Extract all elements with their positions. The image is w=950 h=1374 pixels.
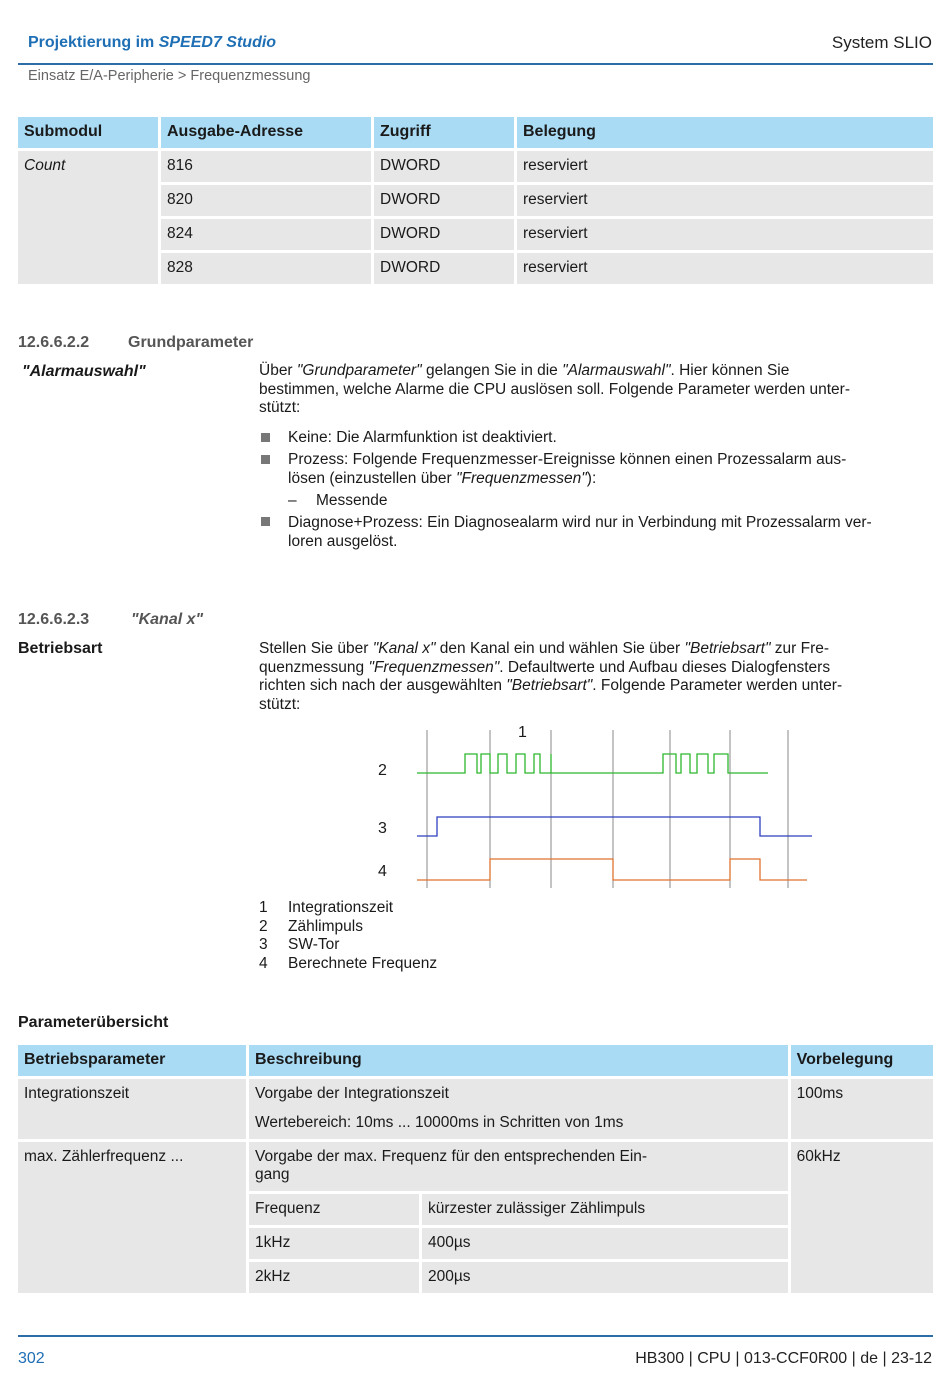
diagram-label-3: 3 [378, 820, 387, 837]
address-cell: 828 [161, 253, 371, 284]
description-cell: Vorgabe der max. Frequenz für den entsprechenden Ein- gang [249, 1142, 788, 1191]
param-cell: max. Zählerfrequenz ... [18, 1142, 246, 1293]
col-header-beschreibung: Beschreibung [249, 1045, 788, 1076]
bullet-item-keine: Keine: Die Alarmfunktion ist deaktiviert. [288, 429, 557, 446]
col-header-belegung: Belegung [517, 117, 933, 148]
bullet-item-prozess: Prozess: Folgende Frequenzmesser-Ereignisse können einen Prozessalarm aus- lösen (einzustellen über "Frequenzmessen"): [288, 451, 847, 487]
alarm-intro-paragraph: Über "Grundparameter" gelangen Sie in die "Alarmauswahl". Hier können Sie bestimmen, welche Alarme die CPU auslösen soll. Folgende Parameter werden unter- stützt: [259, 362, 851, 416]
bullet-square-icon [261, 433, 270, 442]
table-row [18, 1079, 933, 1139]
sw-gate-signal [417, 817, 812, 836]
pulse-cell: 400µs [422, 1228, 788, 1259]
legend-item: 4 Berechnete Frequenz [259, 954, 438, 972]
submodul-cell: Count [18, 151, 158, 284]
col-header-betriebsparameter: Betriebsparameter [18, 1045, 246, 1076]
access-cell: DWORD [374, 253, 514, 284]
access-cell: DWORD [374, 219, 514, 250]
pulse-cell: 200µs [422, 1262, 788, 1293]
dash-item-messende: Messende [316, 492, 388, 509]
document-id: HB300 | CPU | 013-CCF0R00 | de | 23-12 [635, 1350, 932, 1367]
table-row [18, 151, 933, 182]
access-cell: DWORD [374, 185, 514, 216]
parameter-overview-table [15, 1042, 936, 1296]
bullet-square-icon [261, 517, 270, 526]
assignment-cell: reserviert [517, 185, 933, 216]
breadcrumb: Einsatz E/A-Peripherie > Frequenzmessung [28, 68, 311, 84]
footer-rule [18, 1335, 933, 1337]
assignment-cell: reserviert [517, 253, 933, 284]
sub-header-frequenz: Frequenz [249, 1194, 419, 1225]
output-address-table [15, 114, 936, 287]
access-cell: DWORD [374, 151, 514, 182]
assignment-cell: reserviert [517, 151, 933, 182]
bullet-square-icon [261, 455, 270, 464]
col-header-submodul: Submodul [18, 117, 158, 148]
chapter-title: Projektierung im SPEED7 Studio [28, 34, 277, 51]
col-header-ausgabe-adresse: Ausgabe-Adresse [161, 117, 371, 148]
col-header-zugriff: Zugriff [374, 117, 514, 148]
address-cell: 820 [161, 185, 371, 216]
section-title: "Kanal x" [131, 611, 204, 628]
timing-diagram [370, 720, 820, 890]
header-rule [18, 63, 933, 65]
section-title: Grundparameter [128, 334, 254, 351]
legend-item: 1 Integrationszeit [259, 899, 394, 916]
description-cell: Vorgabe der Integrationszeit Wertebereich: 10ms ... 10000ms in Schritten von 1ms [249, 1079, 788, 1139]
address-cell: 824 [161, 219, 371, 250]
page-number: 302 [18, 1350, 45, 1367]
bullet-item-diagnose: Diagnose+Prozess: Ein Diagnosealarm wird nur in Verbindung mit Prozessalarm ver- loren ausgelöst. [288, 514, 872, 550]
frequency-signal [417, 859, 807, 880]
sub-header-zaehlimpuls: kürzester zulässiger Zählimpuls [422, 1194, 788, 1225]
diagram-label-2: 2 [378, 762, 387, 779]
param-cell: Integrationszeit [18, 1079, 246, 1139]
assignment-cell: reserviert [517, 219, 933, 250]
side-label-alarmauswahl: "Alarmauswahl" [22, 363, 146, 380]
diagram-label-4: 4 [378, 863, 387, 880]
overview-title: Parameterübersicht [18, 1014, 169, 1031]
side-label-betriebsart: Betriebsart [18, 640, 103, 657]
col-header-vorbelegung: Vorbelegung [791, 1045, 933, 1076]
address-cell: 816 [161, 151, 371, 182]
default-cell: 60kHz [791, 1142, 933, 1293]
legend-item: 3 SW-Tor [259, 936, 340, 953]
legend-item: 2 Zählimpuls [259, 917, 363, 935]
table-row [18, 1142, 933, 1191]
betriebsart-paragraph: Stellen Sie über "Kanal x" den Kanal ein und wählen Sie über "Betriebsart" zur Fre- quenzmessung "Frequenzmessen". Defaultwerte und Aufbau dieses Dialogfensters richten sich nach der ausgewählten "Betriebsart". Folgende Parameter werden unter- stützt: [259, 640, 843, 713]
frequency-cell: 1kHz [249, 1228, 419, 1259]
section-number: 12.6.6.2.3 [18, 611, 90, 628]
diagram-label-1: 1 [518, 724, 527, 741]
default-cell: 100ms [791, 1079, 933, 1139]
count-pulse-signal [417, 754, 768, 773]
section-number: 12.6.6.2.2 [18, 334, 90, 351]
product-name: System SLIO [831, 33, 932, 52]
frequency-cell: 2kHz [249, 1262, 419, 1293]
legend-list [259, 899, 437, 973]
dash-icon: – [288, 492, 297, 509]
